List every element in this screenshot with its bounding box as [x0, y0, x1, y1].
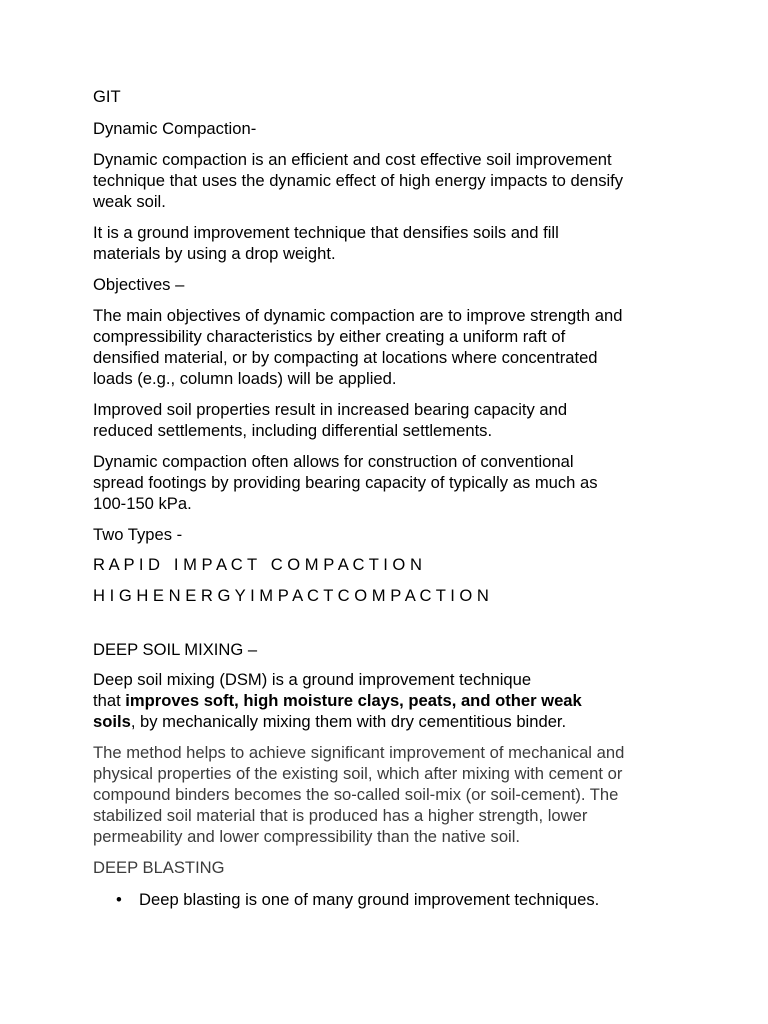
- bold-text: soils: [93, 712, 131, 731]
- text-line: The main objectives of dynamic compaction are to improve strength and: [93, 306, 623, 325]
- text-span: , by mechanically mixing them with dry cementitious binder.: [130, 712, 567, 731]
- deep-soil-mixing-paragraph: [93, 669, 728, 732]
- text-line: permeability and lower compressibility than the native soil.: [93, 827, 521, 846]
- text-line: stabilized soil material that is produced has a higher strength, lower: [93, 806, 588, 825]
- text-line: compressibility characteristics by either creating a uniform raft of: [93, 327, 566, 346]
- list-item-text: Deep blasting is one of many ground improvement techniques.: [139, 890, 600, 909]
- ground-improvement-paragraph: [93, 222, 728, 264]
- text-line: compound binders becomes the so-called soil-mix (or soil-cement). The: [93, 785, 619, 804]
- text-span: that: [93, 691, 126, 710]
- text-line: materials by using a drop weight.: [93, 244, 336, 263]
- text-line: 100-150 kPa.: [93, 494, 192, 513]
- text-line: reduced settlements, including differential settlements.: [93, 421, 493, 440]
- text-line: Improved soil properties result in increased bearing capacity and: [93, 400, 568, 419]
- objectives-paragraph: [93, 305, 728, 389]
- text-line: technique that uses the dynamic effect of high energy impacts to densify: [93, 171, 624, 190]
- text-line: [93, 690, 728, 711]
- rapid-impact-compaction: R A P I D I M P A C T C O M P A C T I O N: [93, 555, 422, 574]
- document-title: GIT: [93, 87, 121, 106]
- text-line: [93, 711, 728, 732]
- bold-text: improves soft, high moisture clays, peats, and other weak: [125, 691, 582, 710]
- text-line: spread footings by providing bearing capacity of typically as much as: [93, 473, 598, 492]
- bullet-icon: •: [116, 890, 122, 909]
- text-line: weak soil.: [93, 192, 166, 211]
- construction-paragraph: [93, 451, 728, 514]
- objectives-heading: Objectives –: [93, 275, 185, 294]
- text-line: The method helps to achieve significant improvement of mechanical and: [93, 743, 625, 762]
- text-line: loads (e.g., column loads) will be applied.: [93, 369, 397, 388]
- two-types-label: Two Types -: [93, 525, 183, 544]
- text-line: physical properties of the existing soil, which after mixing with cement or: [93, 764, 623, 783]
- text-line: densified material, or by compacting at locations where concentrated: [93, 348, 598, 367]
- high-energy-impact-compaction: H I G H E N E R G Y I M P A C T C O M P A C T I O N: [93, 586, 489, 605]
- text-line: Deep soil mixing (DSM) is a ground improvement technique: [93, 670, 532, 689]
- list-item: [0, 889, 728, 910]
- text-line: Dynamic compaction is an efficient and cost effective soil improvement: [93, 150, 612, 169]
- deep-blasting-list: [93, 889, 728, 910]
- deep-blasting-heading: DEEP BLASTING: [93, 858, 225, 877]
- deep-soil-mixing-heading: DEEP SOIL MIXING –: [93, 640, 258, 659]
- dynamic-compaction-heading: Dynamic Compaction-: [93, 119, 257, 138]
- text-line: Dynamic compaction often allows for construction of conventional: [93, 452, 574, 471]
- improved-properties-paragraph: [93, 399, 728, 441]
- text-line: It is a ground improvement technique that densifies soils and fill: [93, 223, 559, 242]
- dynamic-compaction-intro: [93, 149, 728, 212]
- method-paragraph: [93, 742, 728, 847]
